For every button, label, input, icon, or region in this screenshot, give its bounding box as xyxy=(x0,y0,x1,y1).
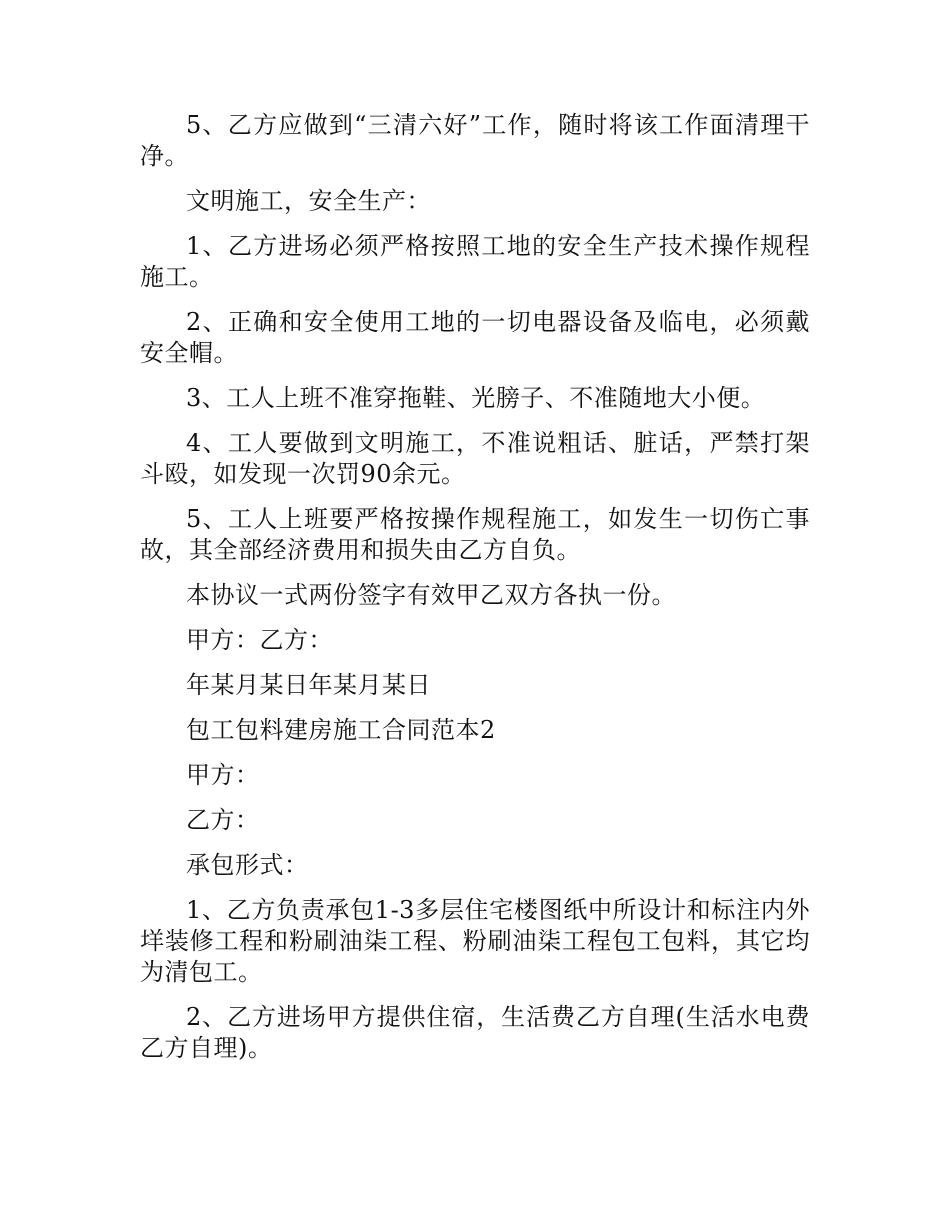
paragraph-conduct-fine: 4、工人要做到文明施工，不准说粗话、脏话，严禁打架斗殴，如发现一次罚90余元。 xyxy=(140,429,810,488)
paragraph-signature-dates: 年某月某日年某月某日 xyxy=(186,671,431,699)
document-body xyxy=(140,110,810,1078)
paragraph-scope-of-work: 1、乙方负责承包1-3多层住宅楼图纸中所设计和标注内外垟装修工程和粉刷油柒工程、粉刷油柒工程包工包料，其它均为清包工。 xyxy=(140,896,810,986)
paragraph-party-b: 乙方： xyxy=(186,806,260,834)
paragraph-party-a: 甲方： xyxy=(186,761,260,789)
paragraph-contract-title: 包工包料建房施工合同范本2 xyxy=(186,716,496,744)
paragraph-section-civilized-safety: 文明施工，安全生产： xyxy=(186,187,431,215)
paragraph-clean-work-surface: 5、乙方应做到“三清六好”工作，随时将该工作面清理干净。 xyxy=(140,111,810,170)
paragraph-contract-form: 承包形式： xyxy=(186,851,309,879)
paragraph-signature-parties: 甲方：乙方： xyxy=(186,626,333,654)
paragraph-accommodation: 2、乙方进场甲方提供住宿，生活费乙方自理(生活水电费乙方自理)。 xyxy=(140,1003,810,1062)
paragraph-electrical-helmet: 2、正确和安全使用工地的一切电器设备及临电，必须戴安全帽。 xyxy=(140,308,810,367)
paragraph-dress-code: 3、工人上班不准穿拖鞋、光膀子、不准随地大小便。 xyxy=(186,384,766,412)
paragraph-safety-rules: 1、乙方进场必须严格按照工地的安全生产技术操作规程施工。 xyxy=(140,232,810,291)
paragraph-accident-liability: 5、工人上班要严格按操作规程施工，如发生一切伤亡事故，其全部经济费用和损失由乙方自负。 xyxy=(140,505,810,564)
paragraph-agreement-copies: 本协议一式两份签字有效甲乙双方各执一份。 xyxy=(186,581,676,609)
